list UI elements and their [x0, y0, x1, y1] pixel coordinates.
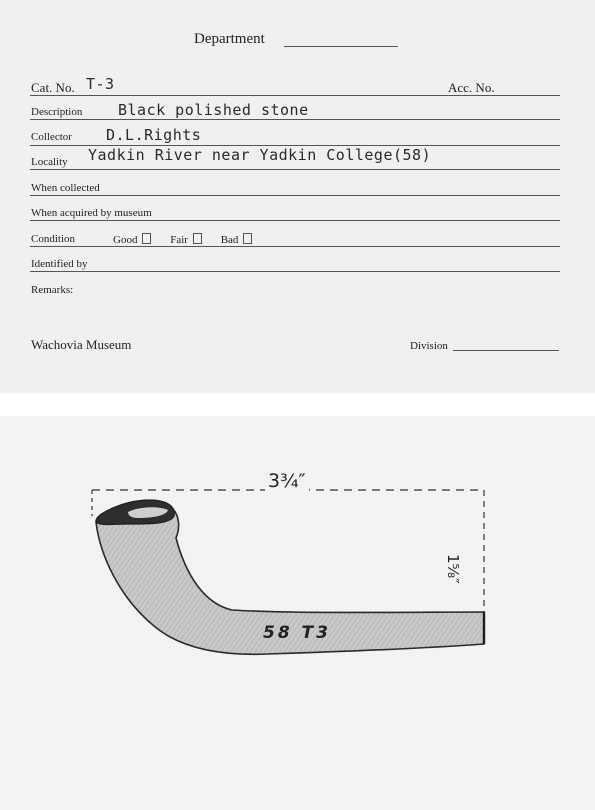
- division-rule: [453, 350, 559, 351]
- when-acquired-label: When acquired by museum: [31, 207, 152, 219]
- division-label: Division: [410, 340, 448, 352]
- cat-no-value: T-3: [86, 75, 115, 93]
- remarks-label: Remarks:: [31, 284, 74, 296]
- condition-options: [113, 233, 268, 246]
- collector-value: D.L.Rights: [106, 126, 202, 144]
- identified-by-label: Identified by: [31, 258, 88, 270]
- museum-label: Wachovia Museum: [31, 337, 132, 352]
- condition-rule: [30, 246, 560, 247]
- length-label: 3¾″: [265, 470, 309, 492]
- condition-good: [113, 233, 151, 246]
- locality-label: Locality: [31, 156, 68, 168]
- condition-bad-label: Bad: [220, 234, 239, 246]
- department-rule: [284, 46, 398, 47]
- acc-no-label: Acc. No.: [448, 80, 495, 95]
- condition-bad: [221, 233, 253, 246]
- locality-value: Yadkin River near Yadkin College(58): [88, 146, 432, 164]
- condition-good-checkbox[interactable]: [142, 233, 151, 244]
- condition-fair: [170, 233, 202, 246]
- locality-rule: [30, 169, 560, 170]
- when-acquired-rule: [30, 220, 560, 221]
- collector-label: Collector: [31, 131, 72, 143]
- condition-fair-label: Fair: [170, 234, 188, 246]
- description-rule: [30, 119, 560, 120]
- condition-fair-checkbox[interactable]: [193, 233, 202, 244]
- when-collected-rule: [30, 195, 560, 196]
- height-label: 1⅝″: [444, 554, 462, 584]
- department-label: Department: [194, 31, 265, 47]
- stem-inscription: 58 T3: [263, 623, 332, 643]
- when-collected-label: When collected: [31, 182, 100, 194]
- condition-label: Condition: [31, 233, 76, 245]
- identified-by-rule: [30, 271, 560, 272]
- cat-no-rule: [30, 95, 560, 96]
- condition-bad-checkbox[interactable]: [243, 233, 252, 244]
- cat-no-label: Cat. No.: [31, 80, 75, 95]
- condition-good-label: Good: [113, 234, 138, 246]
- description-label: Description: [31, 106, 83, 118]
- pipe-drawing-sheet: [0, 416, 595, 810]
- description-value: Black polished stone: [118, 101, 309, 119]
- catalog-card: [0, 0, 595, 393]
